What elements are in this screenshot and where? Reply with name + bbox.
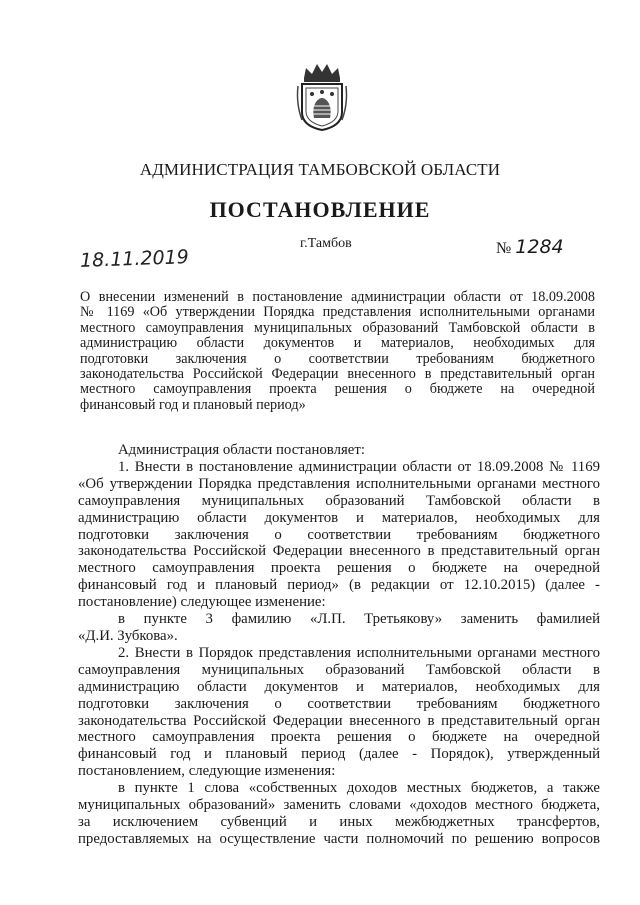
- city-label: г.Тамбов: [300, 236, 352, 251]
- handwritten-date: 18.11.2019: [79, 246, 190, 272]
- body-line: финансовый год и плановый период (далее - Порядок), утвержденный: [78, 746, 600, 763]
- document-number: [496, 236, 564, 258]
- body-line: администрацию области документов и материалов, необходимых для: [78, 509, 600, 526]
- body-line: 2. Внести в Порядок представления исполнительными органами местного: [118, 644, 600, 661]
- body-line: предоставляемых на осуществление части полномочий по решению вопросов: [78, 830, 600, 847]
- number-prefix: №: [496, 240, 512, 257]
- body-text: [78, 442, 600, 848]
- body-line: местного самоуправления проекта решения о бюджете на очередной: [78, 729, 600, 746]
- body-line: муниципальных образований» заменить словами «доходов местного бюджета,: [78, 797, 600, 814]
- body-line: подготовки заключения о соответствии требованиям бюджетного: [78, 695, 600, 712]
- body-line: постановление) следующее изменение:: [78, 594, 326, 611]
- body-line: законодательства Российской Федерации внесенного в представительный орган: [78, 543, 600, 560]
- subject-line: законодательства Российской Федерации внесенного в представительный орган: [80, 366, 595, 383]
- subject-block: [80, 290, 595, 413]
- body-line: самоуправления муниципальных образований Тамбовской области в: [78, 661, 600, 678]
- body-line: законодательства Российской Федерации внесенного в представительный орган: [78, 712, 600, 729]
- body-line: администрацию области документов и материалов, необходимых для: [78, 678, 600, 695]
- subject-line: О внесении изменений в постановление администрации области от 18.09.2008: [80, 289, 595, 305]
- subject-line: финансовый год и плановый период»: [80, 396, 306, 413]
- body-line: постановлением, следующие изменения:: [78, 763, 336, 780]
- subject-line: местного самоуправления проекта решения о бюджете на очередной: [80, 381, 595, 398]
- body-line: «Об утверждении Порядка представления исполнительными органами местного: [78, 475, 600, 492]
- body-line: самоуправления муниципальных образований Тамбовской области в: [78, 492, 600, 509]
- coat-of-arms-icon: [294, 60, 350, 132]
- organization-name: АДМИНИСТРАЦИЯ ТАМБОВСКОЙ ОБЛАСТИ: [139, 160, 501, 179]
- body-line: за исключением субвенций и иных межбюджетных трансфертов,: [78, 813, 600, 830]
- subject-line: № 1169 «Об утверждении Порядка представления исполнительными органами: [80, 304, 595, 321]
- body-line: Администрация области постановляет:: [118, 442, 365, 458]
- body-line: в пункте 1 слова «собственных доходов местных бюджетов, а также: [118, 780, 600, 797]
- body-line: финансовый год и плановый период» (в редакции от 12.10.2015) (далее -: [78, 577, 600, 594]
- subject-line: местного самоуправления муниципальных образований Тамбовской области в: [80, 319, 595, 336]
- body-line: подготовки заключения о соответствии требованиям бюджетного: [78, 526, 600, 543]
- body-line: местного самоуправления проекта решения о бюджете на очередной: [78, 560, 600, 577]
- subject-line: подготовки заключения о соответствии требованиям бюджетного: [80, 350, 595, 367]
- handwritten-number: 1284: [515, 236, 564, 258]
- body-line: «Д.И. Зубкова».: [78, 627, 178, 644]
- body-line: в пункте 3 фамилию «Л.П. Третьякову» заменить фамилией: [118, 611, 600, 628]
- document-type-title: ПОСТАНОВЛЕНИЕ: [209, 197, 431, 222]
- body-line: 1. Внести в постановление администрации области от 18.09.2008 № 1169: [118, 458, 600, 475]
- subject-line: администрацию области документов и материалов, необходимых для: [80, 335, 595, 352]
